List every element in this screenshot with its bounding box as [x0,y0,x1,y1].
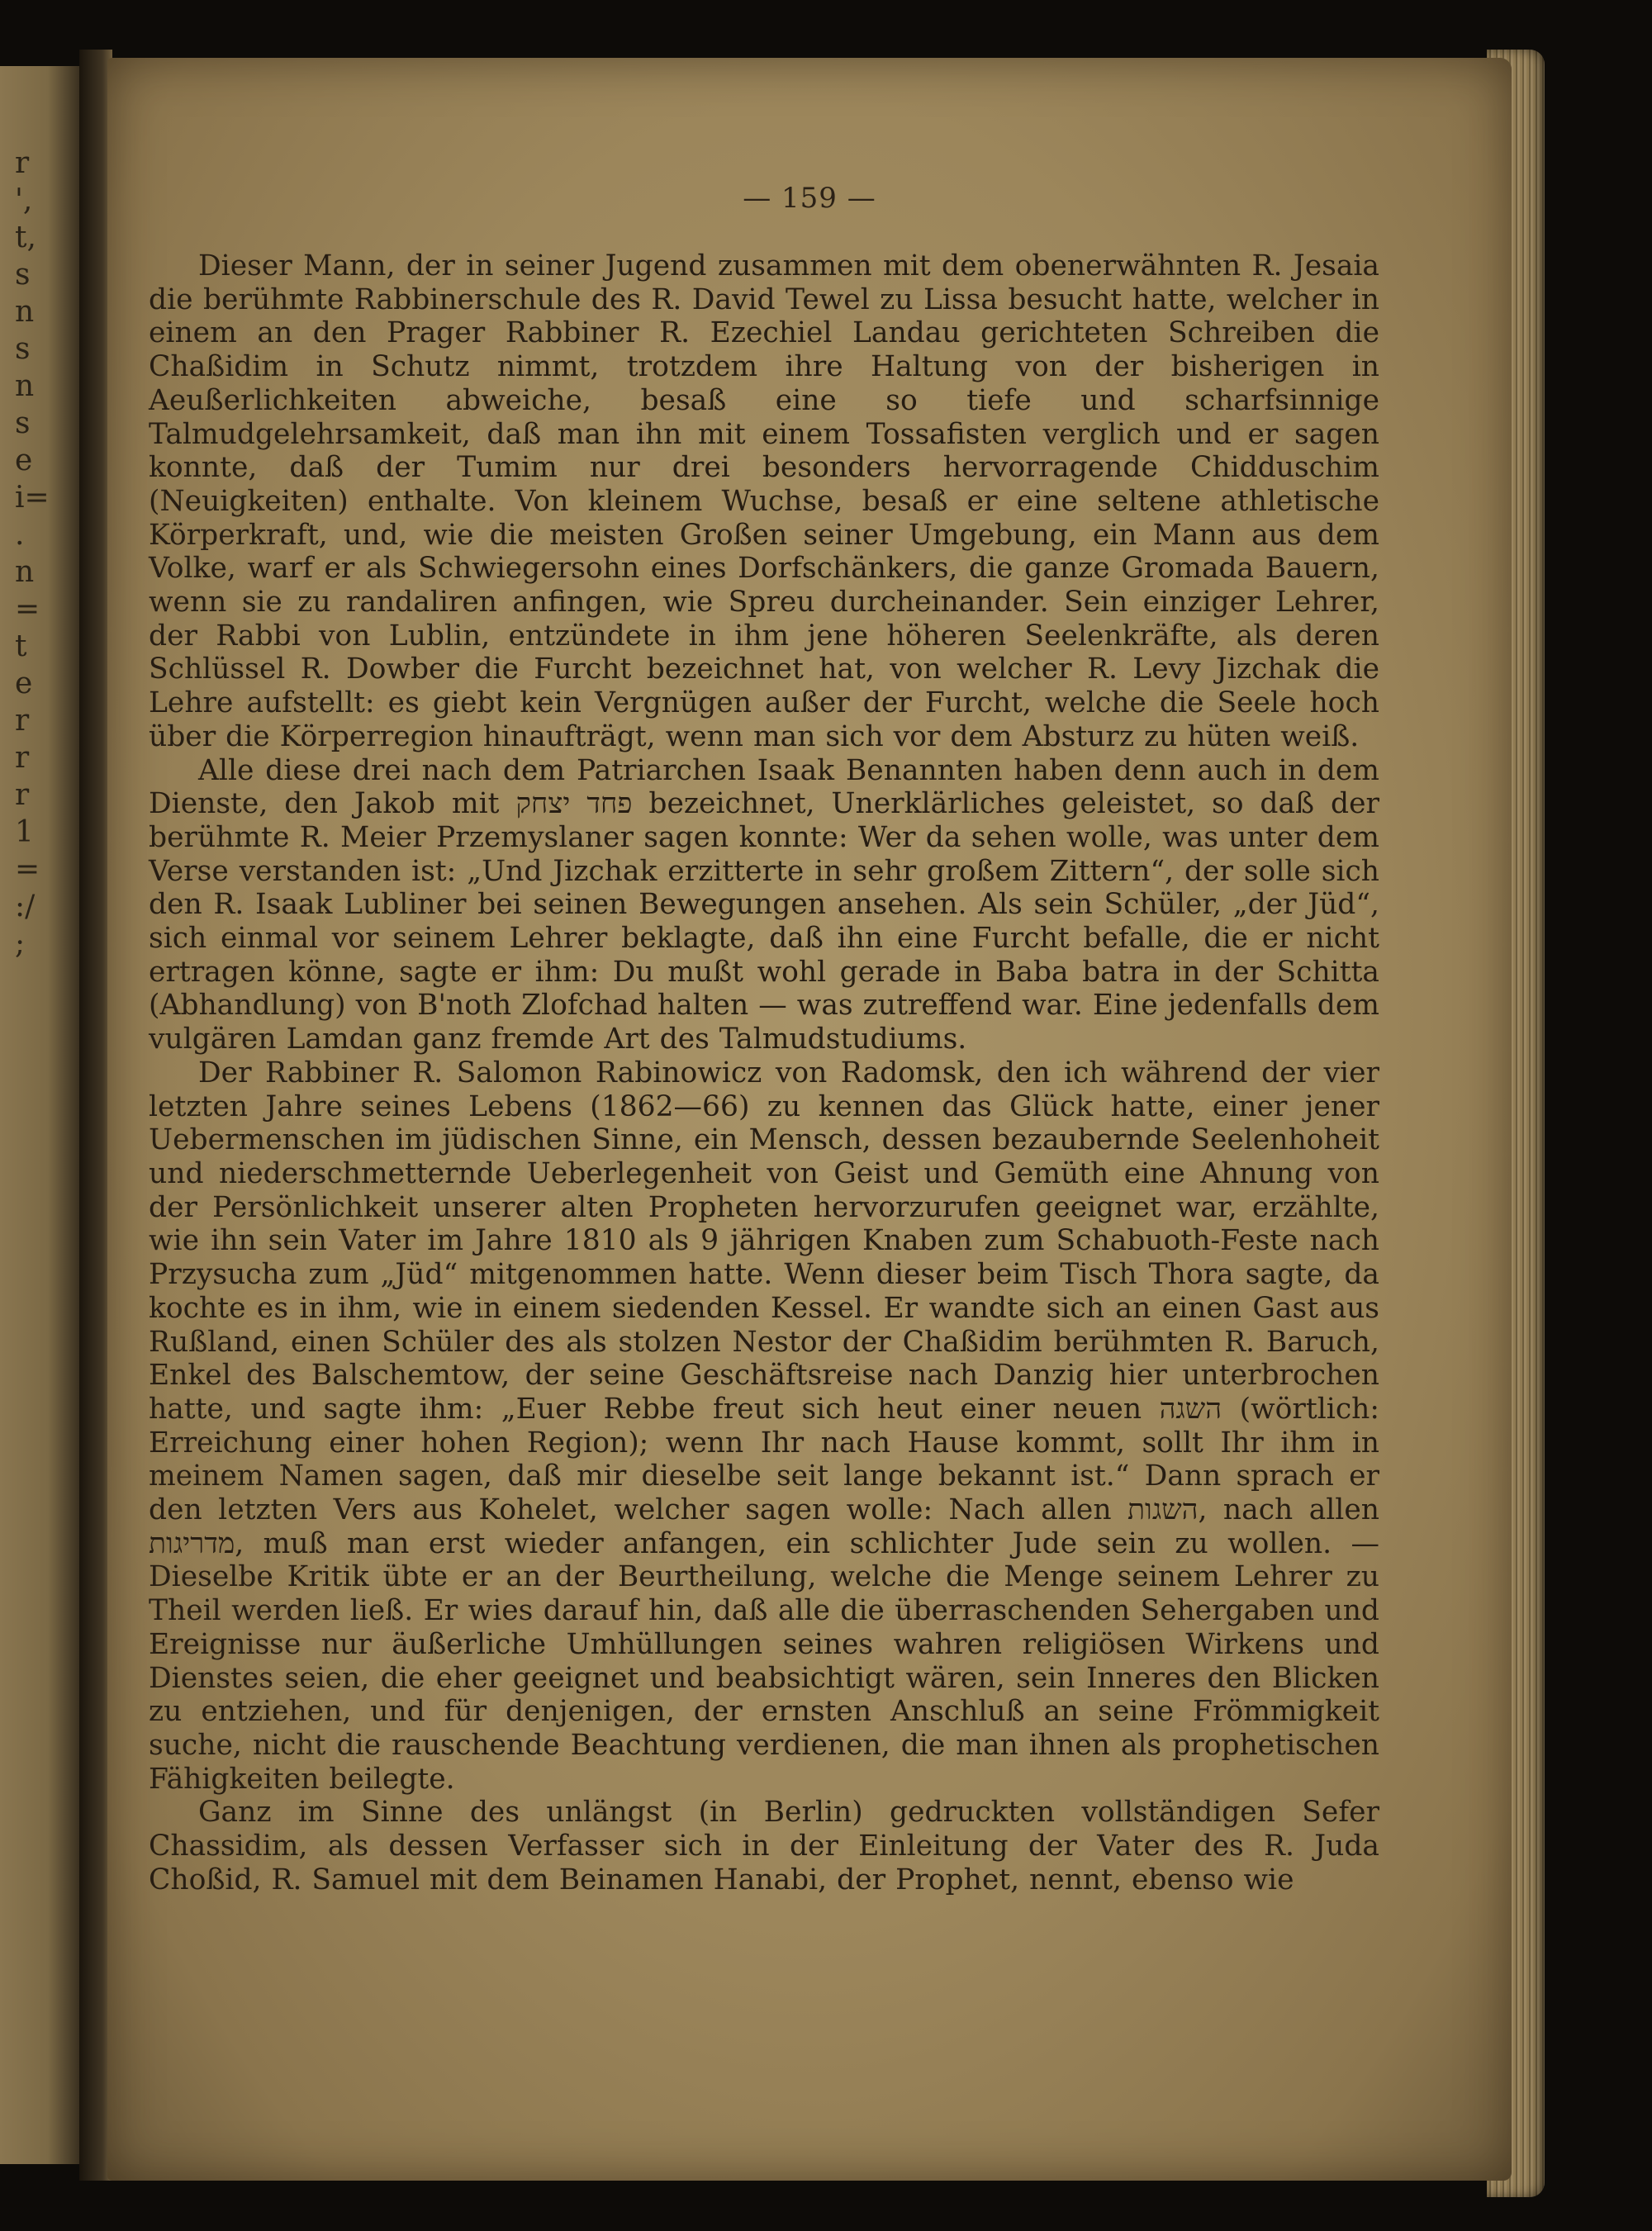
left-page-fragment: r [15,778,30,812]
left-page-fragment: = [15,592,40,626]
left-page-fragment: s [15,406,31,440]
left-page-fragment: i= [15,481,50,515]
paragraph: Alle diese drei nach dem Patriarchen Isaak Benannten haben denn auch in dem Dienste, den Jakob mit פחד יצחק bezeichnet, Unerklärliches geleistet, so daß der berühmte R. Meier Przemyslaner sagen konnte: Wer da sehen wolle, was unter dem Verse verstanden ist: „Und Jizchak erzitterte in sehr großem Zittern“, der solle sich den R. Isaak Lubliner bei seinen Bewegungen ansehen. Als sein Schüler, „der Jüd“, sich einmal vor seinem Lehrer beklagte, daß ihn eine Furcht befalle, die er nicht ertragen könne, sagte er ihm: Du mußt wohl gerade in Baba batra in der Schitta (Abhandlung) von B'noth Zlofchad halten — was zutreffend war. Eine jedenfalls dem vulgären Lamdan ganz fremde Art des Talmudstudiums. [149,753,1380,1056]
left-page-fragment: r [15,146,30,180]
paragraph: Der Rabbiner R. Salomon Rabinowicz von Radomsk, den ich während der vier letzten Jahre seines Lebens (1862—66) zu kennen das Glück hatte, einer jener Uebermenschen im jüdischen Sinne, ein Mensch, dessen bezaubernde Seelenhoheit und niederschmetternde Ueberlegenheit von Geist und Gemüth eine Ahnung von der Persönlichkeit unserer alten Propheten hervorzurufen geeignet war, erzählte, wie ihn sein Vater im Jahre 1810 als 9 jährigen Knaben zum Schabuoth-Feste nach Przysucha zum „Jüd“ mitgenommen hatte. Wenn dieser beim Tisch Thora sagte, da kochte es in ihm, wie in einem siedenden Kessel. Er wandte sich an einen Gast aus Rußland, einen Schüler des als stolzen Nestor der Chaßidim berühmten R. Baruch, Enkel des Balschemtow, der seine Geschäftsreise nach Danzig hier unterbrochen hatte, und sagte ihm: „Euer Rebbe freut sich heut einer neuen השגה (wörtlich: Erreichung einer hohen Region); wenn Ihr nach Hause kommt, sollt Ihr ihm in meinem Namen sagen, daß mir dieselbe seit lange bekannt ist.“ Dann sprach er den letzten Vers aus Kohelet, welcher sagen wolle: Nach allen השגות, nach allen מדריגות, muß man erst wieder anfangen, ein schlichter Jude sein zu wollen. — Dieselbe Kritik übte er an der Beurtheilung, welche die Menge seinem Lehrer zu Theil werden ließ. Er wies darauf hin, daß alle die überraschenden Sehergaben und Ereignisse nur äußerliche Umhüllungen seines wahren religiösen Wirkens und Dienstes seien, die eher geeignet und beabsichtigt wären, sein Inneres den Blicken zu entziehen, und für denjenigen, der ernsten Anschluß an seine Frömmigkeit suche, nicht die rauschende Beachtung verdienen, die man ihnen als prophetischen Fähigkeiten beilegte. [149,1056,1379,1796]
page-number: — 159 — [743,182,876,215]
left-page-fragment: :/ [15,890,36,923]
left-page-fragment: s [15,332,31,366]
left-page-fragment: = [15,852,40,886]
paragraph: Dieser Mann, der in seiner Jugend zusammen mit dem obenerwähnten R. Jesaia die berühmte Rabbinerschule des R. David Tewel zu Lissa besucht hatte, welcher in einem an den Prager Rabbiner R. Ezechiel Landau gerichteten Schreiben die Chaßidim in Schutz nimmt, trotzdem ihre Haltung von der bisherigen in Aeußerlichkeiten abweiche, besaß eine so tiefe und scharfsinnige Talmudgelehrsamkeit, daß man ihn mit einem Tossafisten verglich und er sagen konnte, daß der Tumim nur drei besonders hervorragende Chidduschim (Neuigkeiten) enthalte. Von kleinem Wuchse, besaß er eine seltene athletische Körperkraft, und, wie die meisten Großen seiner Umgebung, ein Mann aus dem Volke, warf er als Schwiegersohn eines Dorfschänkers, die ganze Gromada Bauern, wenn sie zu randaliren anfingen, wie Spreu durcheinander. Sein einziger Lehrer, der Rabbi von Lublin, entzündete in ihm jene höheren Seelenkräfte, als deren Schlüssel R. Dowber die Furcht bezeichnet hat, von welcher R. Levy Jizchak die Lehre aufstellt: es giebt kein Vergnügen außer der Furcht, welche die Seele hoch über die Körperregion hinaufträgt, wenn man sich vor dem Absturz zu hüten weiß. [149,249,1379,753]
left-page-fragment: ', [15,183,33,217]
body-text [149,249,1379,1896]
book-page [107,58,1512,2181]
left-page-fragment: n [15,555,35,589]
left-page-fragment: . [15,518,25,552]
left-page-edge [0,66,79,2164]
left-page-fragment: t, [15,221,36,254]
left-page-fragment: 1 [15,815,34,849]
left-page-fragment: e [15,444,33,477]
left-page-fragment: r [15,741,30,775]
left-page-fragment: n [15,295,35,329]
left-page-fragment: s [15,258,31,292]
left-page-fragment: e [15,667,33,700]
left-page-fragment: r [15,704,30,738]
left-page-fragment: n [15,369,35,403]
paragraph: Ganz im Sinne des unlängst (in Berlin) gedruckten vollständigen Sefer Chassidim, als dessen Verfasser sich in der Einleitung der Vater des R. Juda Choßid, R. Samuel mit dem Beinamen Hanabi, der Prophet, nennt, ebenso wie [149,1796,1379,1896]
left-page-fragment: ; [15,927,26,961]
left-page-fragment: t [15,629,27,663]
